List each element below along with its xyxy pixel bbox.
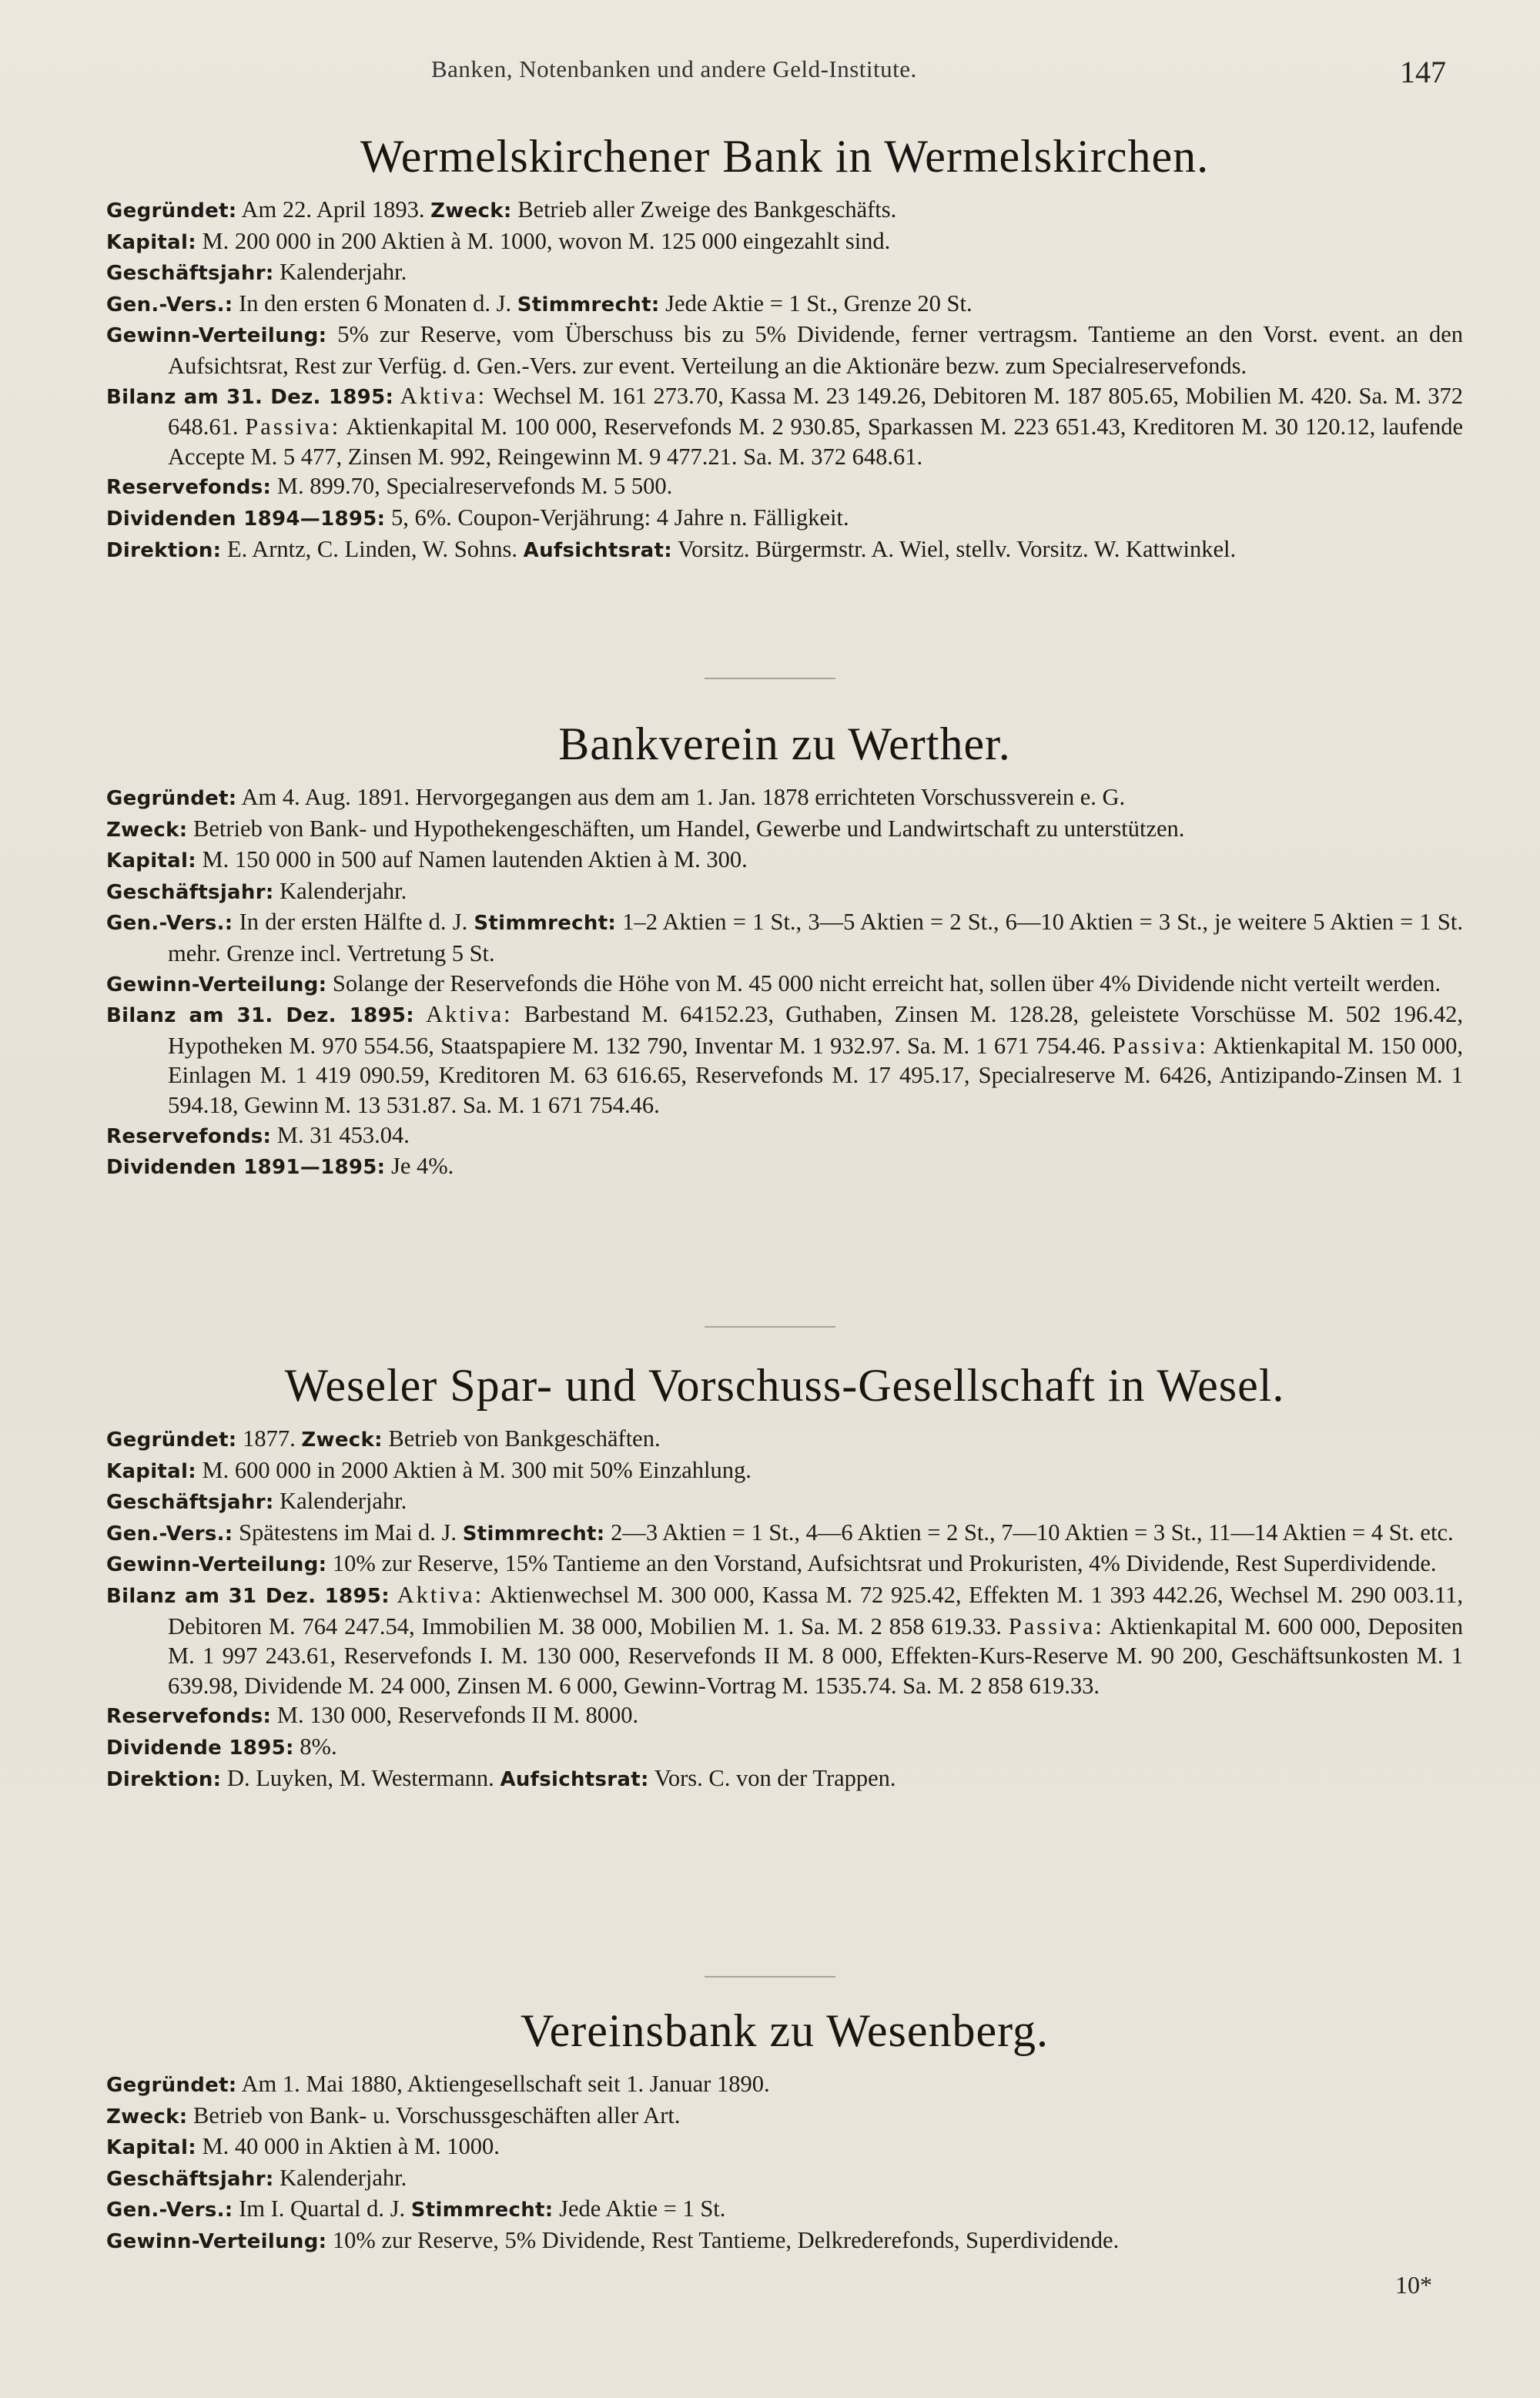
field-text: Im I. Quartal d. J. — [233, 2195, 411, 2222]
field-text: M. 200 000 in 200 Aktien à M. 1000, wovon M. 125 000 eingezahlt sind. — [196, 227, 891, 254]
section-title: Bankverein zu Werther. — [558, 718, 1011, 769]
field-text: Aktienwechsel M. 300 000, Kassa M. 72 925.42, Effekten M. 1 393 442.26, Wechsel M. 290 003.11, Debitoren M. 764 247.54, Immobilien M. 38 000, Mobilien M. 1. Sa. M. 2 858 619.33. — [168, 1581, 1464, 1639]
field-text: Betrieb aller Zweige des Bankgeschäfts. — [511, 196, 897, 223]
field-text: Aktienkapital M. 150 000, Einlagen M. 1 419 090.59, Kreditoren M. 63 616.65, Reservefonds M. 17 495.17, Specialreserve M. 6426, Antizipando-Zinsen M. 1 594.18, Gewinn M. 13 531.87. Sa. M. 1 671 754.46. — [168, 1032, 1464, 1118]
section-wermelskirchener-bank — [106, 132, 1463, 565]
entry-reservefonds — [106, 471, 1463, 503]
entry-kapital — [106, 2132, 1463, 2163]
field-label: Kapital: — [106, 230, 196, 254]
field-label: Kapital: — [106, 1459, 196, 1483]
field-label: Kapital: — [106, 2136, 196, 2160]
field-text: Kalenderjahr. — [273, 2164, 407, 2191]
field-text: 1–2 Aktien = 1 St., 3—5 Aktien = 2 St., 6—10 Aktien = 3 St., je weitere 5 Aktien = 1 St. mehr. Grenze incl. Vertretung 5 St. — [168, 909, 1463, 966]
section-bankverein-werther — [106, 720, 1463, 1183]
field-text: 5, 6%. Coupon-Verjährung: 4 Jahre n. Fälligkeit. — [385, 504, 849, 531]
entry-geschaeftsjahr — [106, 2163, 1463, 2195]
entry-dividende — [106, 1732, 1463, 1763]
entry-bilanz — [106, 1000, 1463, 1120]
field-label: Aufsichtsrat: — [523, 538, 672, 562]
field-text: 10% zur Reserve, 5% Dividende, Rest Tantieme, Delkrederefonds, Superdividende. — [326, 2226, 1120, 2253]
field-text: Am 4. Aug. 1891. Hervorgegangen aus dem am 1. Jan. 1878 errichteten Vorschussverein e. G. — [236, 784, 1126, 810]
entry-reservefonds — [106, 1120, 1463, 1152]
entry-gen-vers — [106, 907, 1463, 968]
field-text: M. 600 000 in 2000 Aktien à M. 300 mit 50% Einzahlung. — [196, 1456, 752, 1483]
field-text: 2—3 Aktien = 1 St., 4—6 Aktien = 2 St., 7—10 Aktien = 3 St., 11—14 Aktien = 4 St. etc. — [604, 1519, 1454, 1546]
field-label: Gegründet: — [106, 1428, 237, 1452]
field-text: Spätestens im Mai d. J. — [233, 1519, 463, 1546]
field-text: Je 4%. — [385, 1153, 454, 1180]
entry-zweck — [106, 814, 1463, 846]
entry-gegruendet — [106, 195, 1463, 226]
field-label: Stimmrecht: — [462, 1522, 605, 1546]
field-text: Betrieb von Bank- und Hypothekengeschäften, um Handel, Gewerbe und Landwirtschaft zu unterstützen. — [187, 815, 1185, 842]
section-vereinsbank-wesenberg — [106, 2007, 1463, 2257]
entry-bilanz — [106, 381, 1463, 472]
field-label: Bilanz am 31. Dez. 1895: — [106, 1004, 414, 1028]
entry-gegruendet — [106, 782, 1463, 814]
section-title: Wermelskirchener Bank in Wermelskirchen. — [360, 131, 1210, 182]
field-label: Gewinn-Verteilung: — [106, 2229, 327, 2253]
field-label: Dividenden 1894—1895: — [106, 507, 386, 531]
field-label: Geschäftsjahr: — [106, 1491, 274, 1515]
field-label: Gewinn-Verteilung: — [106, 1553, 327, 1577]
field-text: Solange der Reservefonds die Höhe von M. 45 000 nicht erreicht hat, sollen über 4% Dividende nicht verteilt werden. — [326, 970, 1441, 996]
field-text: Am 1. Mai 1880, Aktiengesellschaft seit 1. Januar 1890. — [236, 2071, 770, 2097]
field-text: Barbestand M. 64152.23, Guthaben, Zinsen M. 128.28, geleistete Vorschüsse M. 502 196.42, Hypotheken M. 970 554.56, Staatspapiere M. 132 790, Inventar M. 1 932.97. Sa. M. 1 671 754.46. — [168, 1001, 1463, 1059]
field-label: Direktion: — [106, 1767, 222, 1791]
signature-mark: 10* — [1395, 2271, 1432, 2299]
field-text: D. Luyken, M. Westermann. — [221, 1764, 500, 1791]
field-text: Am 22. April 1893. — [236, 196, 431, 223]
field-label: Reservefonds: — [106, 1124, 272, 1148]
entry-kapital — [106, 845, 1463, 876]
entry-direktion — [106, 534, 1463, 566]
field-text: Betrieb von Bankgeschäften. — [382, 1425, 661, 1452]
field-text: E. Arntz, C. Linden, W. Sohns. — [221, 535, 524, 562]
field-label: Gegründet: — [106, 2074, 237, 2097]
entry-gewinn-verteilung — [106, 1549, 1463, 1580]
entry-gewinn-verteilung — [106, 320, 1463, 380]
field-text: M. 40 000 in Aktien à M. 1000. — [196, 2133, 500, 2160]
field-text: 8%. — [293, 1733, 337, 1760]
field-text: Wechsel M. 161 273.70, Kassa M. 23 149.26, Debitoren M. 187 805.65, Mobilien M. 420. Sa. M. 372 648.61. — [168, 382, 1463, 440]
field-label: Gegründet: — [106, 787, 237, 810]
field-text: 10% zur Reserve, 15% Tantieme an den Vorstand, Aufsichtsrat und Prokuristen, 4% Dividende, Rest Superdividende. — [326, 1550, 1437, 1577]
field-text: Jede Aktie = 1 St. — [553, 2195, 726, 2222]
field-text: Kalenderjahr. — [273, 877, 407, 904]
entry-zweck — [106, 2101, 1463, 2132]
field-text: Kalenderjahr. — [273, 259, 407, 286]
field-text: Betrieb von Bank- u. Vorschussgeschäften aller Art. — [187, 2102, 681, 2128]
passiva-label: Passiva: — [245, 414, 341, 440]
field-label: Geschäftsjahr: — [106, 262, 274, 286]
section-title: Vereinsbank zu Wesenberg. — [520, 2005, 1050, 2056]
field-text: M. 150 000 in 500 auf Namen lautenden Aktien à M. 300. — [196, 846, 748, 873]
field-label: Gewinn-Verteilung: — [106, 973, 327, 996]
field-label: Reservefonds: — [106, 476, 272, 500]
field-label: Geschäftsjahr: — [106, 880, 274, 904]
field-text: In den ersten 6 Monaten d. J. — [233, 290, 517, 316]
entry-gewinn-verteilung — [106, 969, 1463, 1000]
field-text: In der ersten Hälfte d. J. — [233, 909, 474, 936]
entry-bilanz — [106, 1580, 1463, 1700]
entry-dividenden — [106, 503, 1463, 534]
field-label: Dividende 1895: — [106, 1736, 294, 1760]
field-label: Gewinn-Verteilung: — [106, 324, 327, 348]
field-label: Bilanz am 31 Dez. 1895: — [106, 1584, 390, 1608]
passiva-label: Passiva: — [1112, 1032, 1208, 1059]
field-text: 1877. — [236, 1425, 302, 1452]
entry-gen-vers — [106, 289, 1463, 320]
entry-kapital — [106, 1455, 1463, 1487]
field-label: Zweck: — [106, 2105, 188, 2128]
field-text: Vorsitz. Bürgermstr. A. Wiel, stellv. Vorsitz. W. Kattwinkel. — [671, 535, 1237, 562]
field-label: Zweck: — [106, 818, 188, 842]
entry-geschaeftsjahr — [106, 257, 1463, 289]
field-label: Kapital: — [106, 849, 196, 873]
entry-dividenden — [106, 1151, 1463, 1183]
field-label: Bilanz am 31. Dez. 1895: — [106, 385, 394, 409]
field-text: M. 130 000, Reservefonds II M. 8000. — [271, 1702, 639, 1729]
section-divider — [705, 678, 835, 679]
field-text — [390, 1582, 397, 1608]
entry-gegruendet — [106, 1424, 1463, 1455]
field-text: Aktienkapital M. 100 000, Reservefonds M. 2 930.85, Sparkassen M. 223 651.43, Kreditoren M. 30 120.12, laufende Accepte M. 5 477, Zinsen M. 992, Reingewinn M. 9 477.21. Sa. M. 372 648.61. — [168, 414, 1463, 470]
section-title: Weseler Spar- und Vorschuss-Gesellschaft in Wesel. — [284, 1360, 1285, 1411]
entry-gegruendet — [106, 2069, 1463, 2101]
field-text: Kalenderjahr. — [273, 1488, 407, 1515]
entry-reservefonds — [106, 1700, 1463, 1732]
passiva-label: Passiva: — [1008, 1613, 1104, 1639]
field-label: Gen.-Vers.: — [106, 293, 233, 316]
field-label: Dividenden 1891—1895: — [106, 1156, 386, 1180]
aktiva-label: Aktiva: — [426, 1001, 513, 1028]
section-divider — [705, 1976, 835, 1978]
field-label: Gen.-Vers.: — [106, 1522, 233, 1546]
aktiva-label: Aktiva: — [397, 1581, 484, 1608]
field-text: 5% zur Reserve, vom Überschuss bis zu 5% Dividende, ferner vertragsm. Tantieme an den Vorst. event. an den Aufsichtsrat, Rest zur Verfüg. d. Gen.-Vers. zur event. Verteilung an die Aktionäre bezw. zum Specialreservefonds. — [168, 321, 1463, 379]
field-text — [414, 1001, 426, 1027]
running-header: Banken, Notenbanken und andere Geld-Institute. — [431, 55, 917, 82]
field-text: Vors. C. von der Trappen. — [648, 1764, 896, 1791]
field-label: Geschäftsjahr: — [106, 2167, 274, 2191]
field-label: Stimmrecht: — [474, 912, 617, 936]
field-label: Zweck: — [430, 199, 512, 223]
field-label: Gen.-Vers.: — [106, 2199, 233, 2222]
aktiva-label: Aktiva: — [400, 382, 487, 409]
field-label: Stimmrecht: — [517, 293, 660, 316]
entry-kapital — [106, 226, 1463, 258]
entry-gen-vers — [106, 1518, 1463, 1549]
entry-gen-vers — [106, 2194, 1463, 2226]
section-weseler-spar-und-vorschuss — [106, 1361, 1463, 1794]
field-label: Direktion: — [106, 538, 222, 562]
field-text: M. 899.70, Specialreservefonds M. 5 500. — [271, 473, 673, 500]
field-text: M. 31 453.04. — [271, 1121, 410, 1148]
section-divider — [705, 1326, 835, 1328]
field-label: Gegründet: — [106, 199, 237, 223]
field-label: Aufsichtsrat: — [500, 1767, 649, 1791]
field-label: Reservefonds: — [106, 1705, 272, 1729]
field-label: Zweck: — [301, 1428, 383, 1452]
field-text: Aktienkapital M. 600 000, Depositen M. 1 997 243.61, Reservefonds I. M. 130 000, Reservefonds II M. 8 000, Effekten-Kurs-Reserve M. 90 200, Geschäftsunkosten M. 1 639.98, Dividende M. 24 000, Zinsen M. 6 000, Gewinn-Vortrag M. 1535.74. Sa. M. 2 858 619.33. — [168, 1613, 1463, 1699]
field-text: Jede Aktie = 1 St., Grenze 20 St. — [659, 290, 973, 316]
field-label: Stimmrecht: — [410, 2199, 554, 2222]
field-text — [393, 383, 400, 409]
field-label: Gen.-Vers.: — [106, 912, 233, 936]
entry-geschaeftsjahr — [106, 876, 1463, 908]
entry-direktion — [106, 1763, 1463, 1795]
entry-gewinn-verteilung — [106, 2226, 1463, 2257]
page-number: 147 — [1400, 55, 1446, 89]
entry-geschaeftsjahr — [106, 1486, 1463, 1518]
